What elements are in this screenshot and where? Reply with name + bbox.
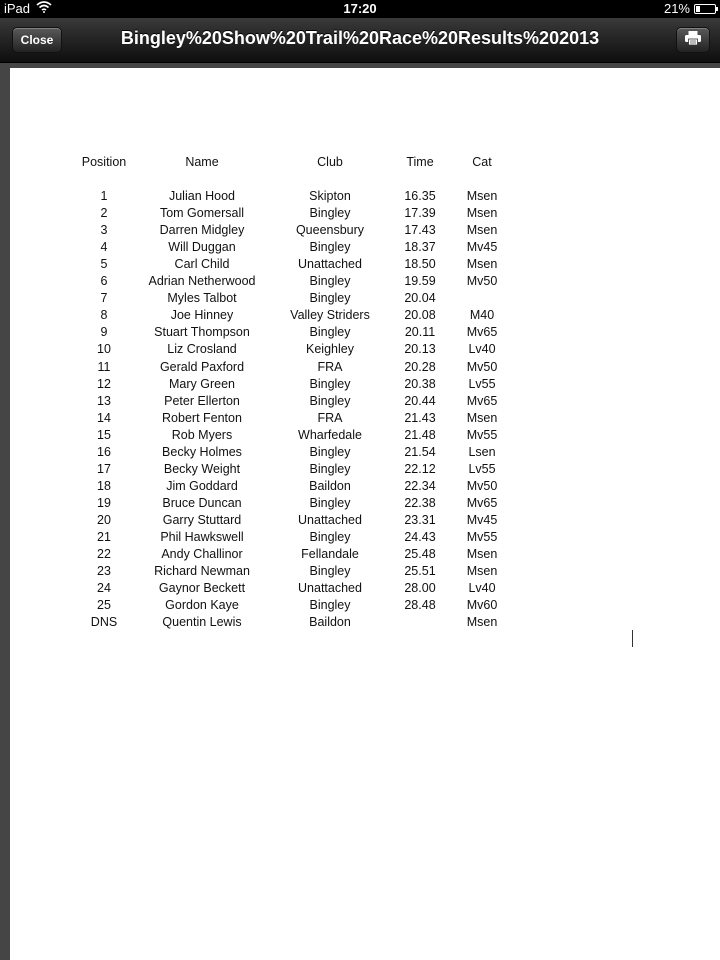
cell-club: Bingley — [309, 274, 351, 289]
table-row — [10, 376, 720, 393]
cell-time: 20.44 — [404, 393, 436, 408]
cell-club: FRA — [317, 410, 343, 425]
header-time: Time — [406, 155, 434, 169]
cell-cat: Msen — [466, 223, 498, 238]
cell-time: 17.39 — [404, 206, 436, 221]
cell-position: 16 — [97, 444, 111, 459]
table-row — [10, 529, 720, 546]
cell-position: 11 — [97, 359, 111, 374]
cell-name: Quentin Lewis — [162, 615, 242, 630]
cell-club: Bingley — [309, 598, 351, 613]
cell-club: Bingley — [309, 530, 351, 544]
cell-position: 12 — [97, 376, 111, 391]
cell-cat: Lv55 — [468, 461, 496, 476]
cell-time: 20.13 — [404, 342, 436, 357]
cell-club: Bingley — [309, 393, 351, 408]
cell-club: Skipton — [309, 189, 351, 203]
cell-cat: Mv55 — [466, 427, 498, 442]
cell-time: 20.38 — [404, 376, 436, 391]
cell-cat: Lsen — [468, 444, 496, 459]
cell-cat: Msen — [466, 547, 498, 562]
cell-club: Bingley — [309, 564, 351, 579]
cell-club: Bingley — [309, 461, 351, 476]
cell-club: Bingley — [309, 325, 351, 340]
table-row — [10, 359, 720, 376]
cell-club: Unattached — [298, 257, 362, 272]
cell-club: Queensbury — [295, 223, 365, 238]
cell-time: 21.48 — [404, 427, 436, 442]
cell-cat: Mv65 — [466, 393, 498, 408]
cell-position: 20 — [97, 512, 111, 527]
cell-name: Robert Fenton — [162, 410, 242, 425]
cell-club: Valley Striders — [290, 308, 370, 323]
cell-position: 25 — [97, 598, 111, 613]
cell-club: FRA — [317, 359, 343, 374]
cell-position: 5 — [100, 257, 108, 272]
cell-cat: Mv55 — [466, 530, 498, 544]
cell-position: 8 — [100, 308, 108, 323]
table-row — [10, 290, 720, 307]
cell-time: 20.08 — [404, 308, 436, 323]
cell-position: 23 — [97, 564, 111, 579]
cell-club: Bingley — [309, 495, 351, 510]
battery-percent: 21% — [663, 1, 690, 16]
cell-position: 13 — [97, 393, 111, 408]
cell-time: 22.34 — [404, 478, 436, 493]
cell-club: Bingley — [309, 206, 351, 221]
status-bar — [0, 0, 720, 18]
table-row — [10, 495, 720, 512]
cell-cat: Msen — [466, 257, 498, 272]
cell-position: 17 — [97, 461, 111, 476]
table-row — [10, 461, 720, 478]
table-row — [10, 427, 720, 444]
cell-time: 28.48 — [404, 598, 436, 613]
cell-position: 3 — [100, 223, 108, 238]
cell-club: Bingley — [309, 240, 351, 255]
table-row — [10, 614, 720, 631]
cell-name: Richard Newman — [154, 564, 250, 579]
cell-club: Wharfedale — [298, 427, 362, 442]
cell-position: 14 — [97, 410, 111, 425]
cell-name: Gaynor Beckett — [158, 581, 246, 596]
cell-time: 25.51 — [404, 564, 436, 579]
cell-time: 28.00 — [404, 581, 436, 596]
cell-cat: Msen — [466, 206, 498, 221]
cell-time: 23.31 — [404, 512, 436, 527]
cell-position: 7 — [100, 291, 108, 306]
table-row — [10, 410, 720, 427]
cell-name: Gordon Kaye — [165, 598, 239, 613]
cell-name: Liz Crosland — [167, 342, 237, 357]
cell-cat: Msen — [466, 564, 498, 579]
table-row — [10, 597, 720, 614]
table-row — [10, 341, 720, 358]
cell-cat: Lv55 — [468, 376, 496, 391]
cell-club: Bingley — [309, 444, 351, 459]
cell-name: Darren Midgley — [159, 223, 245, 238]
cell-position: DNS — [90, 615, 118, 630]
cell-club: Fellandale — [301, 547, 359, 562]
cell-position: 22 — [97, 547, 111, 562]
cell-name: Bruce Duncan — [162, 495, 242, 510]
header-cat: Cat — [472, 155, 492, 169]
cell-cat: Mv45 — [466, 240, 498, 255]
status-right — [664, 1, 716, 16]
cell-time: 19.59 — [404, 274, 436, 289]
table-header — [10, 154, 720, 171]
close-button[interactable]: Close — [12, 27, 62, 53]
battery-icon — [694, 4, 716, 14]
cell-cat: M40 — [469, 308, 495, 323]
header-club: Club — [317, 155, 343, 169]
cell-name: Andy Challinor — [161, 547, 243, 562]
cell-name: Myles Talbot — [167, 291, 237, 306]
cell-cat: Mv60 — [466, 598, 498, 613]
table-row — [10, 324, 720, 341]
cell-position: 24 — [97, 581, 111, 596]
text-cursor — [632, 630, 633, 647]
cell-cat: Msen — [466, 615, 498, 630]
cell-cat: Mv65 — [466, 325, 498, 340]
cell-position: 9 — [100, 325, 108, 340]
cell-time: 16.35 — [404, 189, 436, 203]
cell-time: 20.11 — [404, 325, 436, 340]
cell-time: 17.43 — [404, 223, 436, 238]
print-button[interactable] — [676, 27, 710, 53]
cell-name: Peter Ellerton — [164, 393, 240, 408]
cell-club: Keighley — [306, 342, 354, 357]
cell-position: 4 — [100, 240, 108, 255]
navigation-bar — [0, 18, 720, 63]
cell-name: Becky Weight — [163, 461, 241, 476]
cell-time: 20.04 — [404, 291, 436, 306]
cell-cat: Msen — [466, 189, 498, 203]
cell-club: Baildon — [309, 478, 351, 493]
table-row — [10, 188, 720, 205]
cell-time: 24.43 — [404, 530, 436, 544]
cell-club: Unattached — [298, 581, 362, 596]
cell-time: 20.28 — [404, 359, 436, 374]
cell-cat: Mv45 — [466, 512, 498, 527]
cell-time: 25.48 — [404, 547, 436, 562]
cell-cat: Msen — [466, 410, 498, 425]
cell-cat: Mv50 — [466, 274, 498, 289]
table-row — [10, 563, 720, 580]
cell-name: Adrian Netherwood — [148, 274, 256, 289]
cell-cat: Mv50 — [466, 359, 498, 374]
cell-time: 22.38 — [404, 495, 436, 510]
table-row — [10, 273, 720, 290]
cell-club: Unattached — [298, 512, 362, 527]
table-row — [10, 222, 720, 239]
cell-position: 15 — [97, 427, 111, 442]
cell-cat: Mv50 — [466, 478, 498, 493]
cell-name: Mary Green — [169, 376, 235, 391]
cell-name: Tom Gomersall — [159, 206, 245, 221]
cell-position: 10 — [97, 342, 111, 357]
cell-time: 21.54 — [404, 444, 436, 459]
cell-time: 18.37 — [404, 240, 436, 255]
table-row — [10, 512, 720, 529]
table-row — [10, 444, 720, 461]
cell-time: 22.12 — [404, 461, 436, 476]
table-row — [10, 256, 720, 273]
document-page[interactable] — [10, 68, 720, 960]
cell-club: Bingley — [309, 376, 351, 391]
table-row — [10, 307, 720, 324]
cell-name: Rob Myers — [171, 427, 233, 442]
table-row — [10, 239, 720, 256]
status-time: 17:20 — [343, 1, 377, 16]
cell-name: Phil Hawkswell — [160, 530, 244, 544]
cell-position: 21 — [97, 530, 111, 544]
cell-name: Joe Hinney — [170, 308, 234, 323]
header-name: Name — [185, 155, 219, 169]
cell-position: 2 — [100, 206, 108, 221]
cell-cat: Mv65 — [466, 495, 498, 510]
document-title: Bingley%20Show%20Trail%20Race%20Results%202013 — [120, 28, 600, 48]
cell-time: 18.50 — [404, 257, 436, 272]
cell-position: 19 — [97, 495, 111, 510]
table-row — [10, 546, 720, 563]
cell-cat: Lv40 — [468, 342, 496, 357]
cell-name: Stuart Thompson — [154, 325, 250, 340]
cell-cat: Lv40 — [468, 581, 496, 596]
table-row — [10, 393, 720, 410]
cell-position: 1 — [100, 189, 108, 203]
cell-club: Baildon — [309, 615, 351, 630]
cell-position: 6 — [100, 274, 108, 289]
print-icon — [684, 30, 702, 51]
table-row — [10, 580, 720, 597]
table-row — [10, 205, 720, 222]
table-row — [10, 478, 720, 495]
cell-name: Julian Hood — [168, 189, 235, 203]
cell-club: Bingley — [309, 291, 351, 306]
cell-name: Garry Stuttard — [162, 512, 242, 527]
cell-name: Will Duggan — [168, 240, 236, 255]
cell-name: Jim Goddard — [166, 478, 238, 493]
cell-name: Gerald Paxford — [159, 359, 245, 374]
device-name: iPad — [4, 1, 31, 16]
cell-position: 18 — [97, 478, 111, 493]
cell-name: Carl Child — [174, 257, 230, 272]
cell-time: 21.43 — [404, 410, 436, 425]
header-position: Position — [81, 155, 127, 169]
cell-name: Becky Holmes — [162, 444, 242, 459]
